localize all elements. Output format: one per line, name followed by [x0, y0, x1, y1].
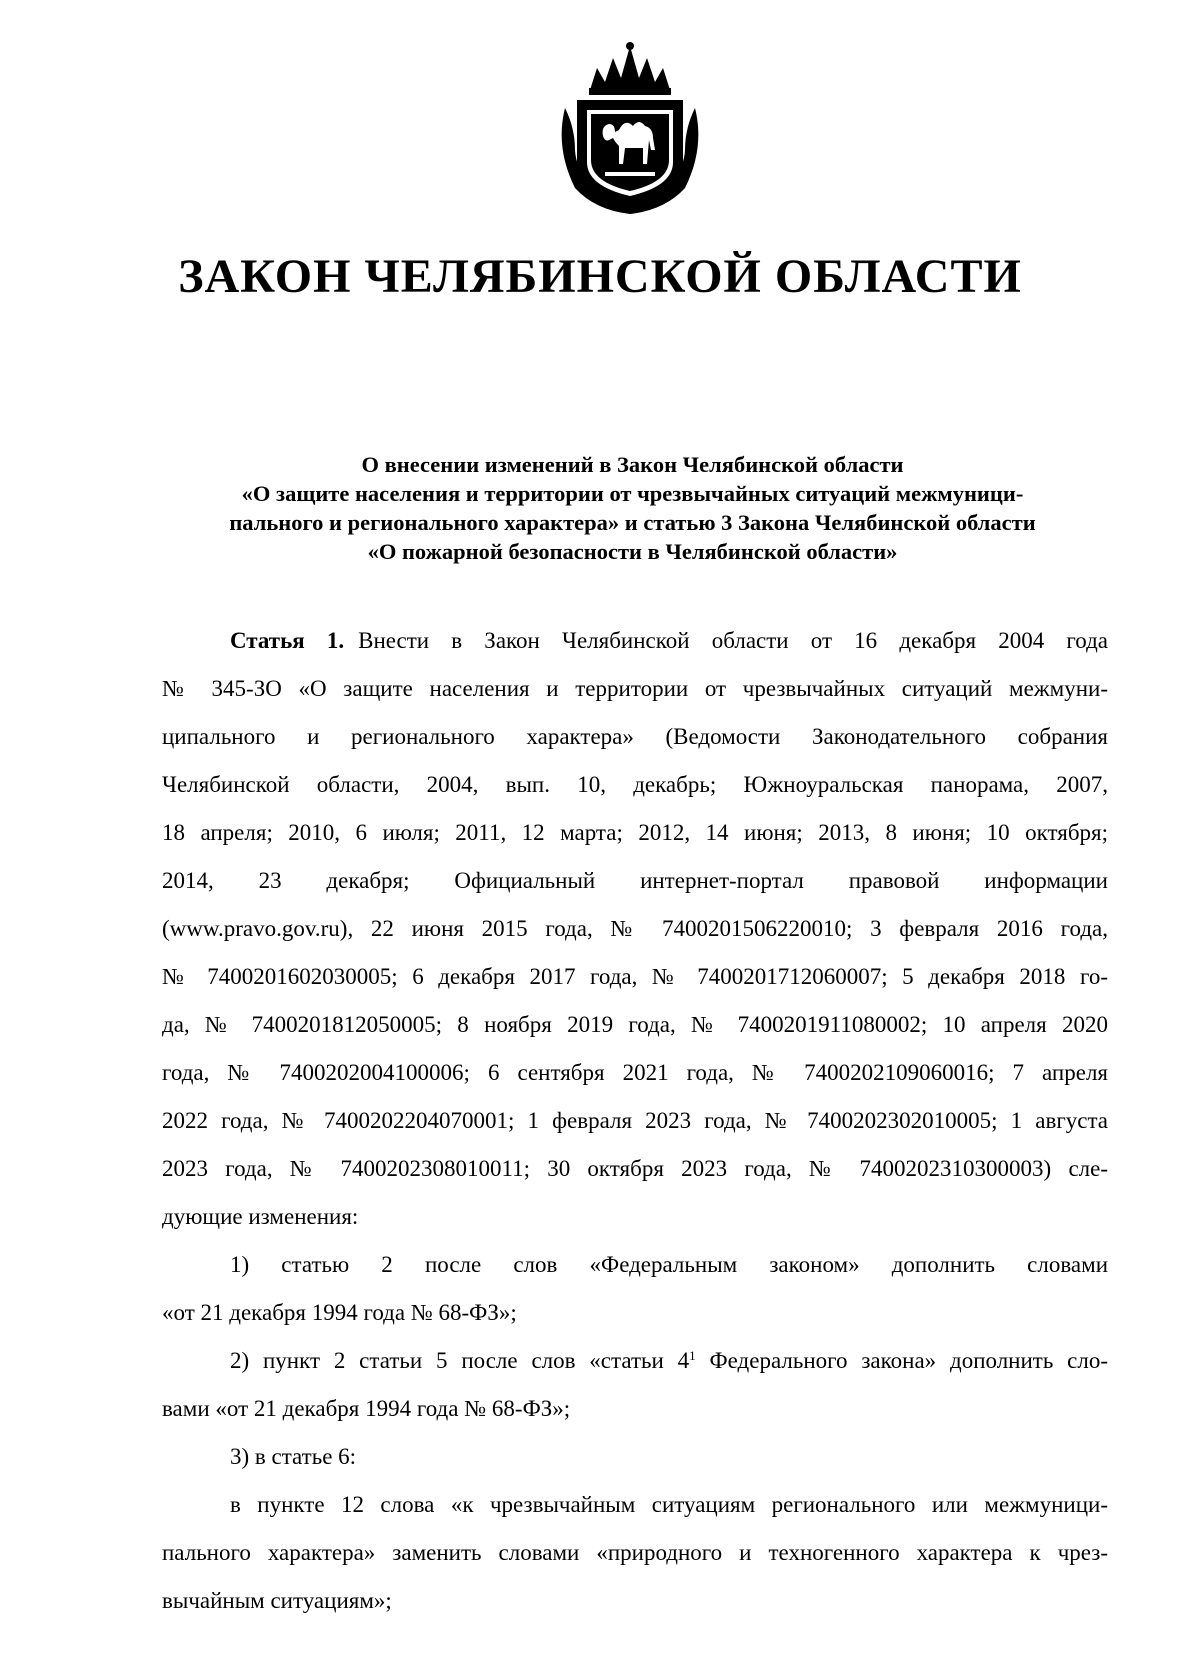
item-2-line: вами «от 21 декабря 1994 года № 68-ФЗ»; — [162, 1396, 571, 1421]
article-line: 2022 года, № 7400202204070001; 1 февраля 2023 года, № 7400202302010005; 1 августа — [162, 1108, 1108, 1133]
item-3-paragraph-line: пального характера» заменить словами «природного и техногенного характера к чрез- — [162, 1540, 1108, 1565]
item-1-line: 1) статью 2 после слов «Федеральным законом» дополнить словами — [230, 1252, 1108, 1277]
subtitle-line: «О защите населения и территории от чрезвычайных ситуаций межмуници- — [241, 481, 1024, 506]
item-2-line — [162, 1337, 1108, 1385]
subtitle-line: О внесении изменений в Закон Челябинской области — [361, 452, 904, 477]
item-1-line: «от 21 декабря 1994 года № 68-ФЗ»; — [162, 1300, 517, 1325]
chelyabinsk-coat-of-arms-icon — [545, 38, 715, 220]
article-line: Челябинской области, 2004, вып. 10, декабрь; Южноуральская панорама, 2007, — [162, 772, 1108, 797]
article-line: № 345-ЗО «О защите населения и территории от чрезвычайных ситуаций межмуни- — [162, 676, 1108, 701]
item-2-text: Федерального закона» дополнить сло- — [695, 1348, 1109, 1373]
article-label: Статья 1. — [230, 628, 345, 653]
article-line: (www.pravo.gov.ru), 22 июня 2015 года, № 7400201506220010; 3 февраля 2016 года, — [162, 916, 1108, 941]
article-line: ципального и регионального характера» (Ведомости Законодательного собрания — [162, 724, 1108, 749]
superscript: 1 — [689, 1348, 696, 1363]
article-line: № 7400201602030005; 6 декабря 2017 года, № 7400201712060007; 5 декабря 2018 го- — [162, 964, 1108, 989]
item-2-text: 2) пункт 2 статьи 5 после слов «статьи 4 — [230, 1348, 690, 1373]
item-3-paragraph-line: вычайным ситуациям»; — [162, 1588, 392, 1613]
item-3-line: 3) в статье 6: — [230, 1444, 357, 1469]
article-text: Внести в Закон Челябинской области от 16 декабря 2004 года — [358, 628, 1108, 653]
subtitle-line: «О пожарной безопасности в Челябинской области» — [367, 539, 898, 564]
article-line: 18 апреля; 2010, 6 июля; 2011, 12 марта; 2012, 14 июня; 2013, 8 июня; 10 октября; — [162, 820, 1108, 845]
law-subtitle — [160, 450, 1105, 566]
article-line: 2014, 23 декабря; Официальный интернет-портал правовой информации — [162, 868, 1108, 893]
article-line: дующие изменения: — [162, 1204, 359, 1229]
law-body — [162, 617, 1108, 1625]
law-title: ЗАКОН ЧЕЛЯБИНСКОЙ ОБЛАСТИ — [178, 250, 1022, 303]
article-line: 2023 года, № 7400202308010011; 30 октября 2023 года, № 7400202310300003) сле- — [162, 1156, 1108, 1181]
article-line: да, № 7400201812050005; 8 ноября 2019 года, № 7400201911080002; 10 апреля 2020 — [162, 1012, 1108, 1037]
subtitle-line: пального и регионального характера» и статью 3 Закона Челябинской области — [229, 510, 1036, 535]
article-1-first-line — [162, 617, 1108, 665]
article-line: года, № 7400202004100006; 6 сентября 2021 года, № 7400202109060016; 7 апреля — [162, 1060, 1108, 1085]
item-3-paragraph-line: в пункте 12 слова «к чрезвычайным ситуациям регионального или межмуници- — [230, 1492, 1108, 1517]
